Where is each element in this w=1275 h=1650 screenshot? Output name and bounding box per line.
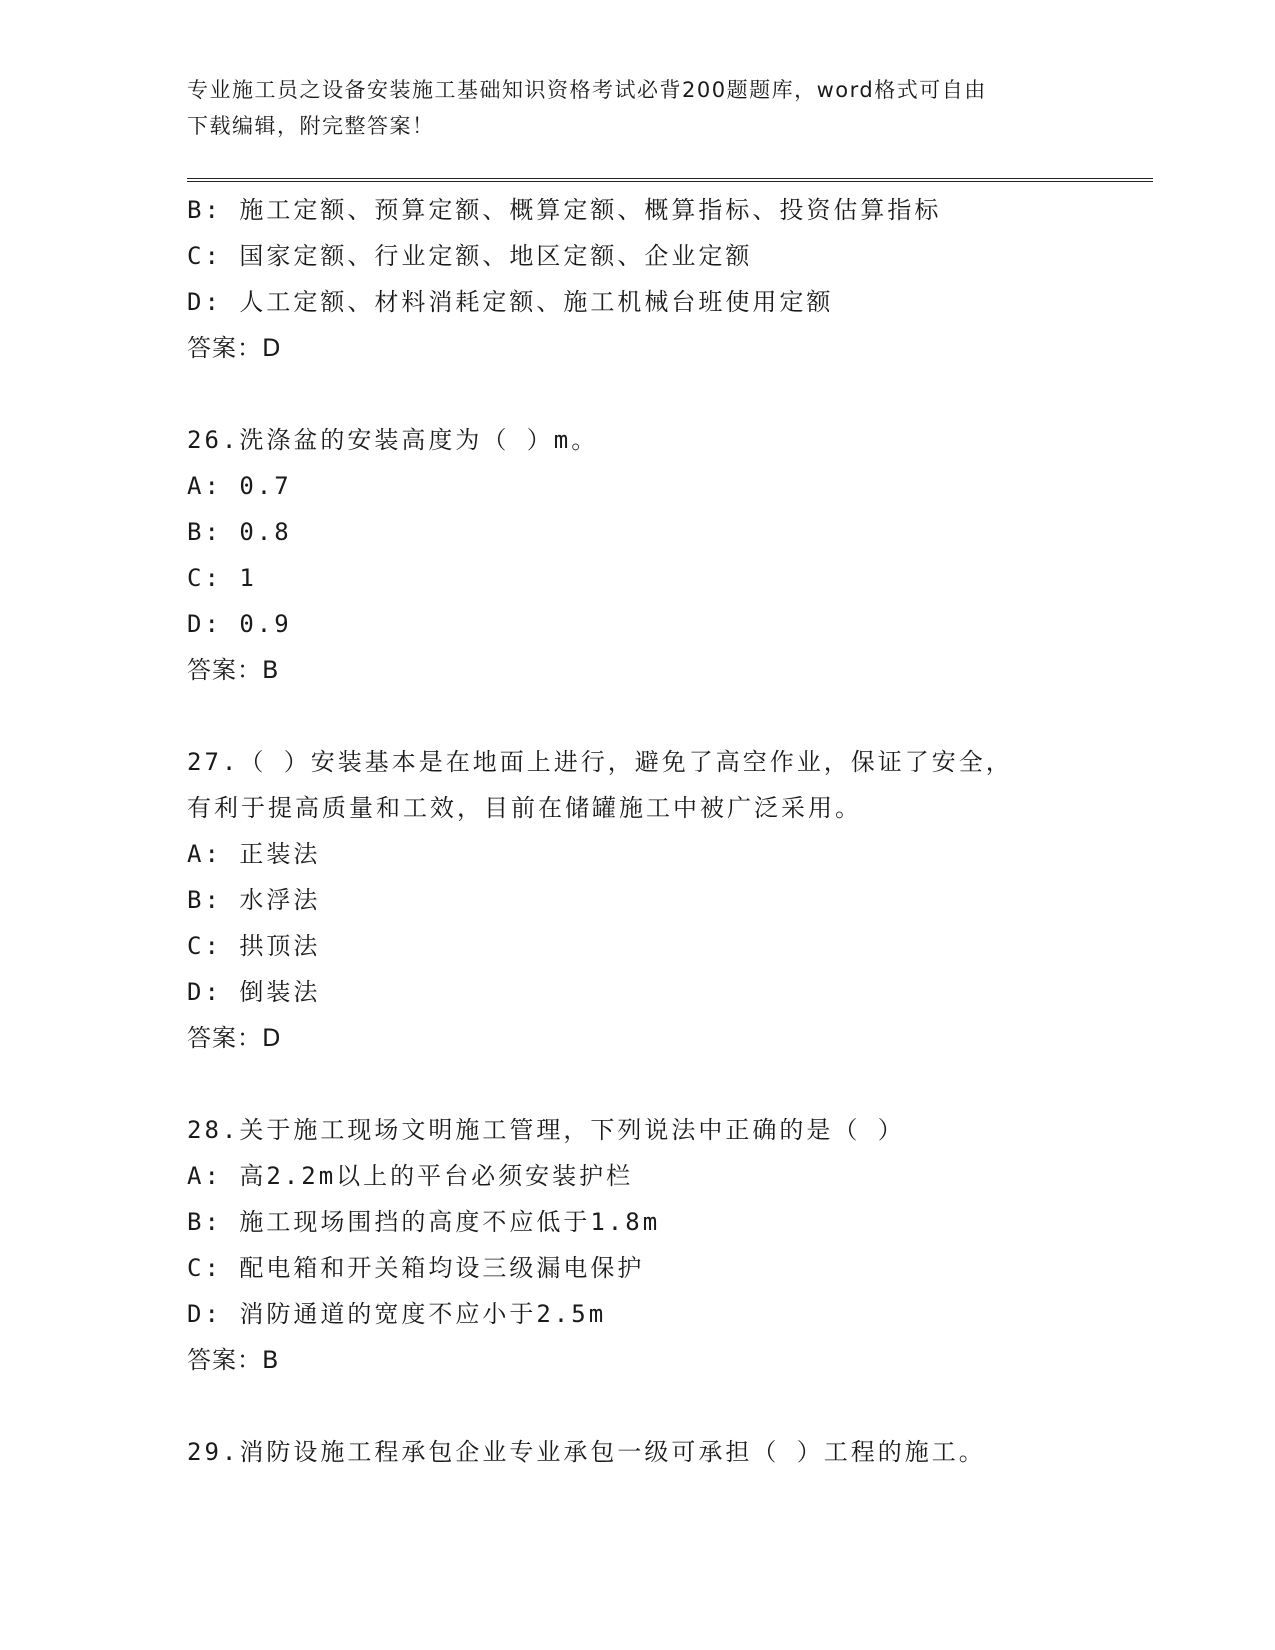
option-b: B: 施工现场围挡的高度不应低于1.8m	[187, 1208, 661, 1236]
question-27-block	[187, 739, 1087, 1061]
spacer	[187, 1383, 1087, 1429]
answer: 答案：B	[187, 1346, 280, 1374]
option-c: C: 国家定额、行业定额、地区定额、企业定额	[187, 242, 753, 270]
option-d: D: 倒装法	[187, 978, 321, 1006]
question-text-line-2: 有利于提高质量和工效，目前在储罐施工中被广泛采用。	[187, 794, 862, 822]
question-list	[187, 187, 1087, 1475]
question-text: 28.关于施工现场文明施工管理，下列说法中正确的是（ ）	[187, 1116, 905, 1144]
spacer	[187, 693, 1087, 739]
option-c: C: 1	[187, 564, 257, 592]
option-b: B: 0.8	[187, 518, 292, 546]
option-d: D: 消防通道的宽度不应小于2.5m	[187, 1300, 607, 1328]
question-text: 26.洗涤盆的安装高度为（ ）m。	[187, 426, 599, 454]
option-a: A: 高2.2m以上的平台必须安装护栏	[187, 1162, 634, 1190]
option-d: D: 0.9	[187, 610, 292, 638]
header-line-2: 下载编辑，附完整答案！	[187, 114, 435, 138]
header-divider	[187, 178, 1153, 182]
question-25-block	[187, 187, 1087, 371]
header-line-1: 专业施工员之设备安装施工基础知识资格考试必背200题题库，word格式可自由	[187, 78, 987, 102]
question-29-block	[187, 1429, 1087, 1475]
option-a: A: 正装法	[187, 840, 321, 868]
answer: 答案：D	[187, 1024, 282, 1052]
spacer	[187, 371, 1087, 417]
answer: 答案：B	[187, 656, 280, 684]
question-26-block	[187, 417, 1087, 693]
option-b: B: 水浮法	[187, 886, 321, 914]
question-28-block	[187, 1107, 1087, 1383]
spacer	[187, 1061, 1087, 1107]
question-text: 29.消防设施工程承包企业专业承包一级可承担（ ）工程的施工。	[187, 1438, 986, 1466]
option-c: C: 拱顶法	[187, 932, 321, 960]
document-header	[187, 72, 1087, 144]
option-d: D: 人工定额、材料消耗定额、施工机械台班使用定额	[187, 288, 834, 316]
answer: 答案：D	[187, 334, 282, 362]
option-b: B: 施工定额、预算定额、概算定额、概算指标、投资估算指标	[187, 196, 942, 224]
question-text-line-1: 27.（ ）安装基本是在地面上进行，避免了高空作业，保证了安全，	[187, 748, 1013, 776]
option-a: A: 0.7	[187, 472, 292, 500]
option-c: C: 配电箱和开关箱均设三级漏电保护	[187, 1254, 645, 1282]
